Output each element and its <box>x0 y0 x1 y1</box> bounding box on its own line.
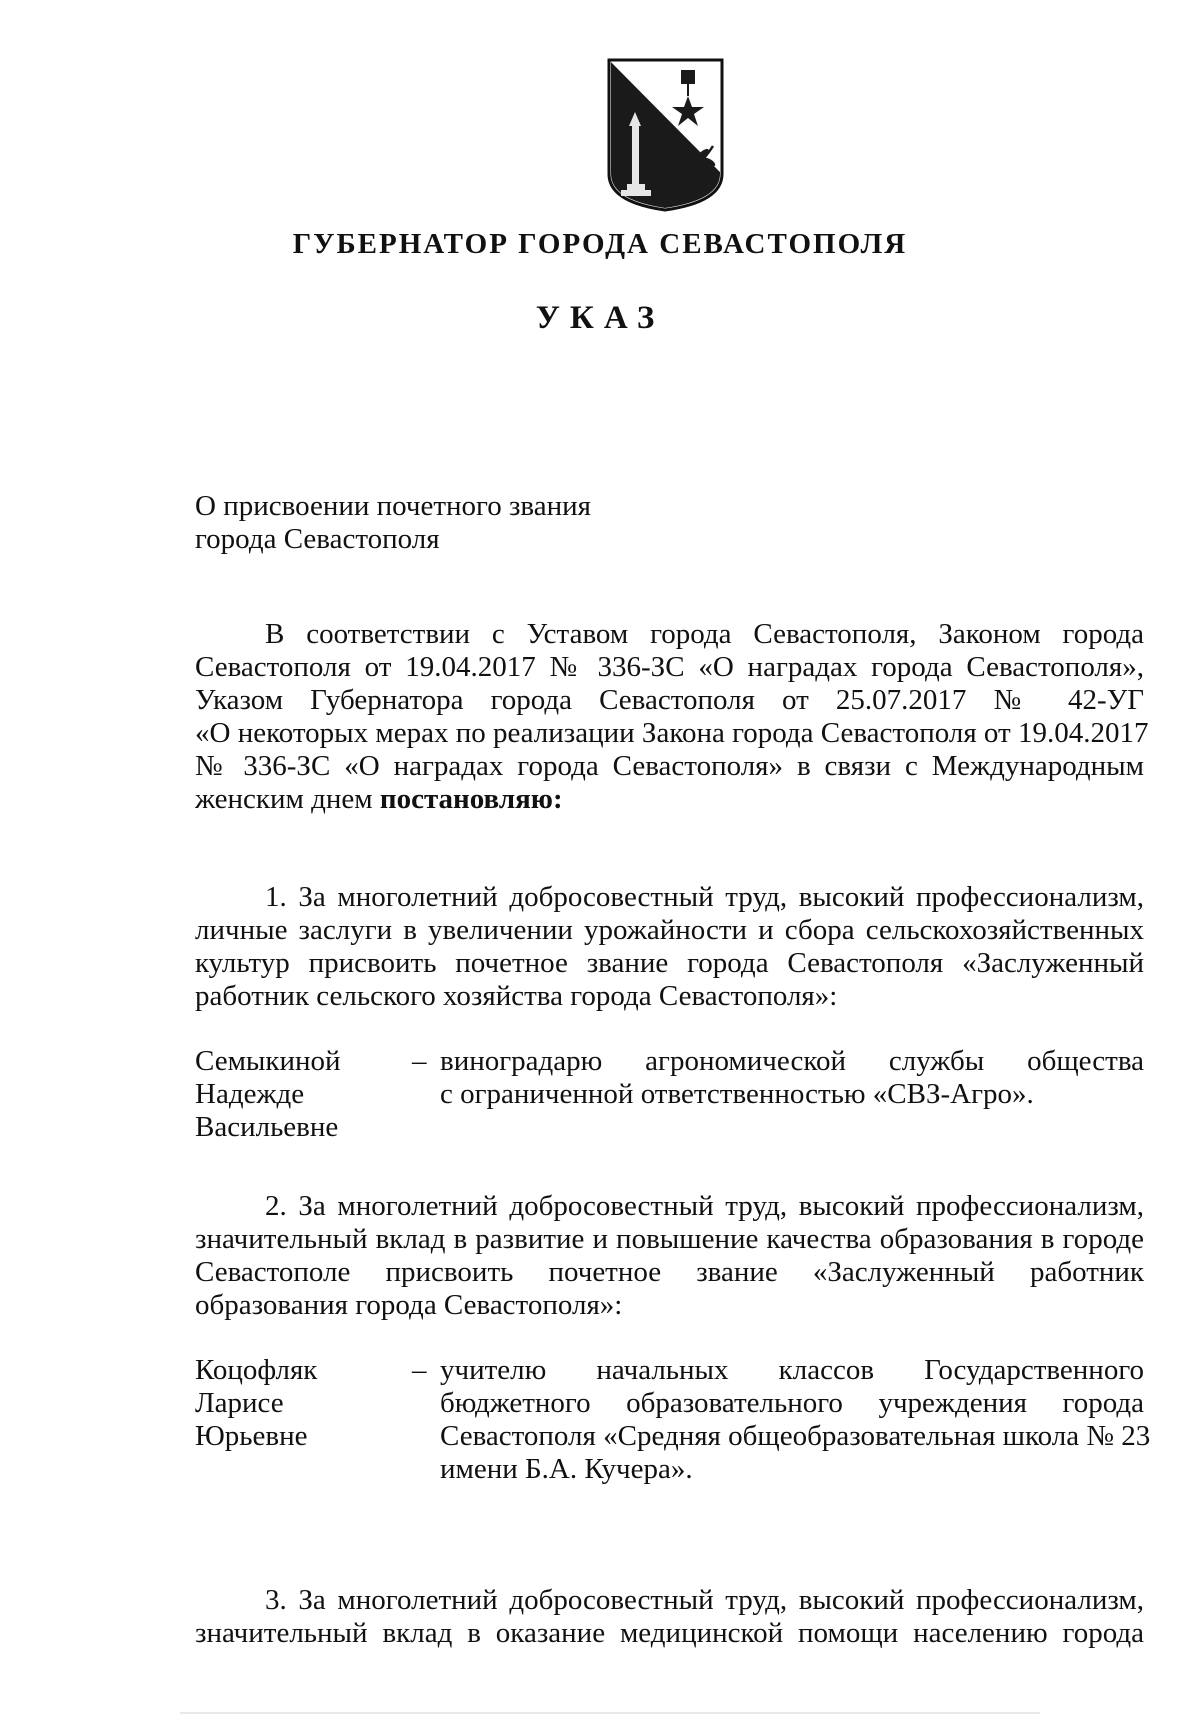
document-type: УКАЗ <box>535 300 665 336</box>
item-line: значительный вклад в оказание медицинской помощи населению города <box>195 1617 1144 1649</box>
dash-separator: – <box>412 1045 427 1077</box>
name-line: Надежде <box>195 1078 305 1110</box>
item-line: значительный вклад в развитие и повышение качества образования в городе <box>195 1223 1144 1255</box>
issuing-authority: ГУБЕРНАТОР ГОРОДА СЕВАСТОПОЛЯ <box>292 228 908 260</box>
item-line: 3. За многолетний добросовестный труд, высокий профессионализм, <box>265 1584 1144 1616</box>
awardee-name-1 <box>195 1045 395 1144</box>
decree-item-3 <box>195 1584 1144 1650</box>
subject-line: О присвоении почетного звания <box>195 490 591 522</box>
preamble-line: «О некоторых мерах по реализации Закона города Севастополя от 19.04.2017 <box>195 717 1149 749</box>
preamble-line: № 336-ЗС «О наградах города Севастополя» в связи с Международным <box>195 750 1144 782</box>
decree-operative-word: постановляю: <box>379 783 563 815</box>
awardee-name-2 <box>195 1354 395 1453</box>
name-line: Васильевне <box>195 1111 339 1143</box>
item-line: личные заслуги в увеличении урожайности и сбора сельскохозяйственных <box>195 914 1144 946</box>
dash-separator: – <box>412 1354 427 1386</box>
name-line: Коцофляк <box>195 1354 318 1386</box>
awardee-position-2 <box>440 1354 1151 1486</box>
decree-item-2 <box>195 1190 1144 1322</box>
position-line: бюджетного образовательного учреждения города <box>440 1387 1144 1419</box>
item-line: образования города Севастополя»: <box>195 1289 623 1321</box>
preamble-line: Указом Губернатора города Севастополя от 25.07.2017 № 42-УГ <box>195 684 1144 716</box>
preamble-last-text: женским днем <box>195 783 380 815</box>
preamble-line <box>195 783 1144 816</box>
name-line: Юрьевне <box>195 1420 308 1452</box>
preamble <box>195 618 1149 816</box>
name-line: Семыкиной <box>195 1045 341 1077</box>
decree-item-1 <box>195 881 1144 1013</box>
position-line: виноградарю агрономической службы общества <box>440 1045 1144 1077</box>
preamble-line: В соответствии с Уставом города Севастополя, Законом города <box>265 618 1144 650</box>
position-line: с ограниченной ответственностью «СВЗ-Агро». <box>440 1078 1034 1110</box>
position-line: имени Б.А. Кучера». <box>440 1453 693 1485</box>
position-line: учителю начальных классов Государственного <box>440 1354 1144 1386</box>
scan-edge-divider <box>180 1712 1040 1714</box>
decree-subject <box>195 490 795 556</box>
position-line: Севастополя «Средняя общеобразовательная школа № 23 <box>440 1420 1151 1452</box>
item-line: Севастополе присвоить почетное звание «Заслуженный работник <box>195 1256 1144 1288</box>
name-line: Ларисе <box>195 1387 284 1419</box>
sevastopol-coat-of-arms-icon <box>603 56 728 212</box>
item-line: 2. За многолетний добросовестный труд, высокий профессионализм, <box>265 1190 1144 1222</box>
preamble-line: Севастополя от 19.04.2017 № 336-ЗС «О наградах города Севастополя», <box>195 651 1144 683</box>
item-line: 1. За многолетний добросовестный труд, высокий профессионализм, <box>265 881 1144 913</box>
awardee-position-1 <box>440 1045 1144 1111</box>
item-line: работник сельского хозяйства города Севастополя»: <box>195 980 838 1012</box>
item-line: культур присвоить почетное звание города Севастополя «Заслуженный <box>195 947 1144 979</box>
subject-line: города Севастополя <box>195 523 440 555</box>
